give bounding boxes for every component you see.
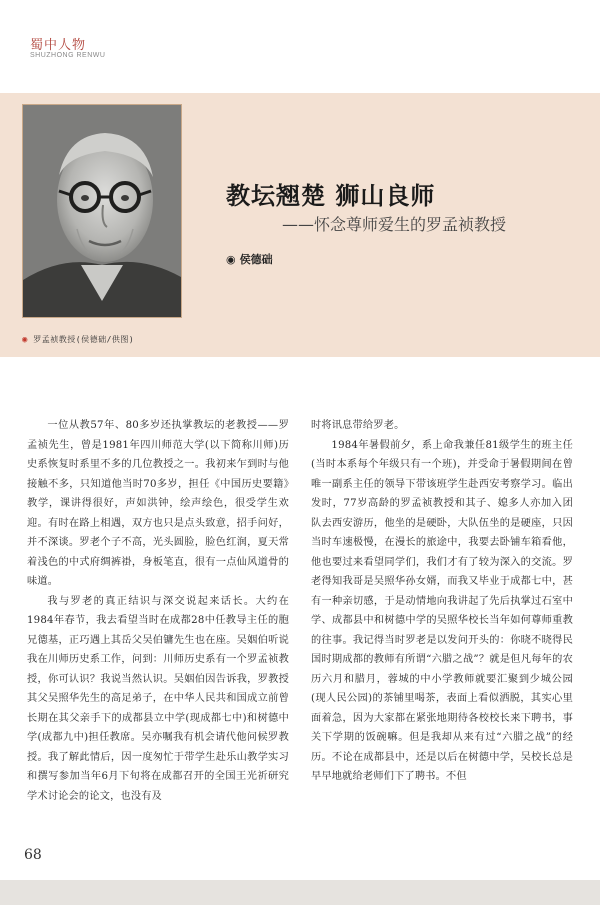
page-number: 68 xyxy=(24,847,42,863)
paragraph: 我与罗老的真正结识与深交说起来话长。大约在1984年春节，我去看望当时在成都28中任教导主任的胞兄德基，正巧遇上其岳父吴伯镛先生也在座。吴姻伯听说我在川师历史系工作，问到：川师历史系有一个罗孟祯教授，你可认识？我说当然认识。吴姻伯因告诉我，罗教授其父吴照华先生的高足弟子，在中华人民共和国成立前曾长期在其父亲手下的成都县立中学(现成都七中)和树德中学(成都九中)担任教席。吴亦嘱我有机会请代他问候罗教授。我了解此情后，因一度匆忙于带学生赴乐山教学实习和撰写参加当年6月下旬将在成都召开的全国王光祈研究学术讨论会的论文，也没有及 xyxy=(27,595,289,802)
article-author xyxy=(226,251,273,267)
author-name: 侯德础 xyxy=(239,253,273,266)
portrait-illustration xyxy=(23,105,181,317)
bullet-icon: ◉ xyxy=(22,335,28,345)
paragraph-continuation: 时将讯息带给罗老。 xyxy=(311,420,405,431)
article-title: 教坛翘楚 狮山良师 xyxy=(226,182,436,210)
bullet-icon: ◉ xyxy=(226,253,236,266)
paragraph: 一位从教57年、80多岁还执掌教坛的老教授——罗孟祯先生，曾是1981年四川师范大学(以下简称川师)历史系恢复时系里不多的几位教授之一。我初来乍到时与他接触不多，只知道他当时70多岁，担任《中国历史要籍》教学，课讲得很好，声如洪钟，绘声绘色，很受学生欢迎。有时在路上相遇，双方也只是点头致意，招手问好，并不深谈。罗老个子不高，光头圆脸，脸色红润，夏天常着浅色的中式府绸裤褂，身板笔直，很有一点仙风道骨的味道。 xyxy=(27,420,289,587)
article-subtitle: ——怀念尊师爱生的罗孟祯教授 xyxy=(282,215,507,234)
photo-caption-text: 罗孟祯教授(侯德础/供图) xyxy=(33,335,135,344)
photo-caption xyxy=(22,334,134,345)
portrait-photo xyxy=(22,104,182,318)
body-column-left xyxy=(27,416,289,806)
section-name-en: SHUZHONG RENWU xyxy=(30,52,106,59)
body-column-right xyxy=(311,416,573,787)
paragraph: 1984年暑假前夕，系上命我兼任81级学生的班主任(当时本系每个年级只有一个班)，并受命于暑假期间在曾唯一副系主任的领导下带该班学生赴西安考察学习。临出发时，77岁高龄的罗孟祯教授和其子、媳多人亦加入团队去西安游历，他坐的是硬卧，大队伍坐的是硬座，只因当时车速极慢，在漫长的旅途中，我要去卧铺车箱看他，他也要过来看望同学们，我们才有了较为深入的交流。罗老得知我哥是吴照华孙女婿，而我又毕业于成都七中，甚有一种亲切感，于是动情地向我讲起了先后执掌过石室中学、成都县中和树德中学的吴照华校长当年如何尊师重教的往事。我记得当时罗老是以发问开头的：你晓不晓得民国时期成都的教师有所谓“六腊之战”？就是但凡每年的农历六月和腊月，蓉城的中小学教师就要汇聚到少城公园(现人民公园)的茶铺里喝茶，表面上看似洒脱，其实心里面着急，因为大家都在紧张地期待各校校长来下聘书，事关下学期的饭碗嘛。但是我却从来有过“六腊之战”的经历。不论在成都县中，还是以后在树德中学，吴校长总是早早地就给老师们下了聘书。不但 xyxy=(311,439,573,782)
footer-strip xyxy=(0,880,600,905)
section-name: 蜀中人物 xyxy=(30,38,87,53)
